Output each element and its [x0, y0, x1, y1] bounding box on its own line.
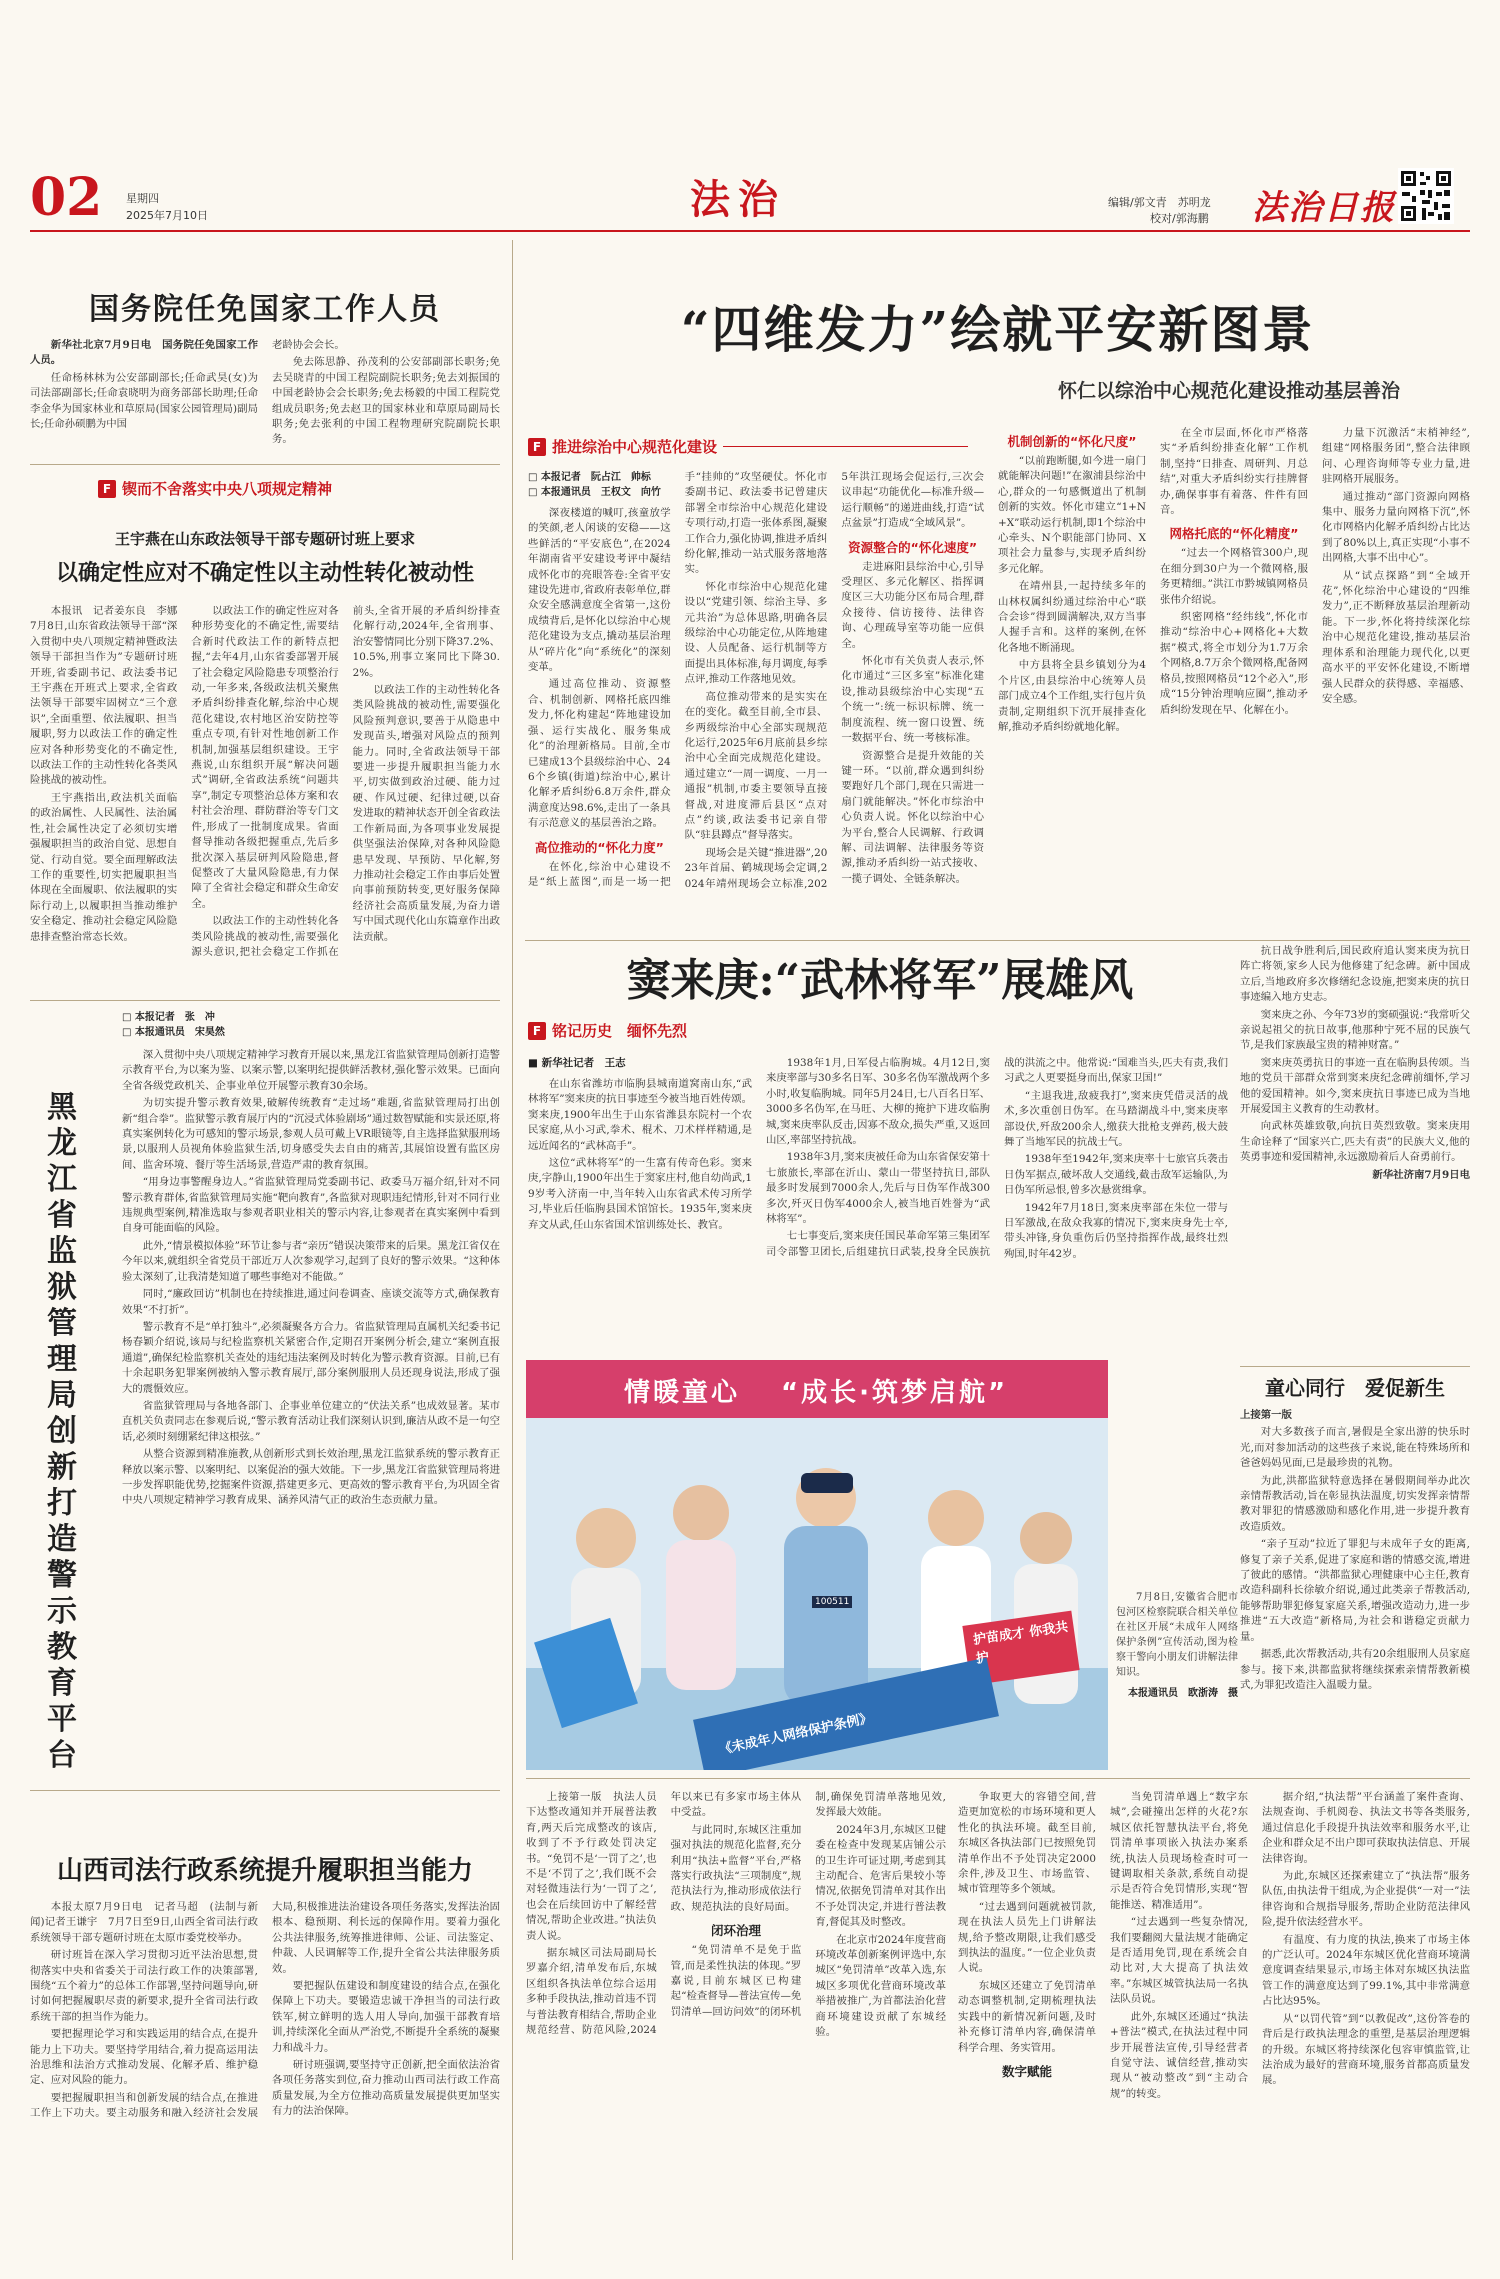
bottom-mid-p: 2024年3月,东城区卫健委在检查中发现某店铺公示的卫生许可证过期,考虑到其主动配合、危害后果较小等情况,依据免罚清单对其作出不予处罚决定,并进行普法教育,督促其及时整改。: [815, 1823, 946, 1929]
tongxin-p: 据悉,此次帮教活动,共有20余组服刑人员家庭参与。接下来,洪都监狱将继续探索亲情帮教新模式,为罪犯改造注入温暖力量。: [1240, 1648, 1470, 1691]
heilongjiang-p: 此外,“情景模拟体验”环节让参与者“亲历”错误决策带来的后果。黑龙江省仅在今年以来,就组织全省党员干部近万人次参观学习,起到了良好的警示效果。“这种体验太深刻了,让我清楚知道了哪些事绝对不能做。”: [122, 1239, 500, 1283]
column-separator: [512, 240, 513, 2260]
bottom-right1-p: 当免罚清单遇上“数字东城”,会碰撞出怎样的火花?东城区依托智慧执法平台,将免罚清单事项嵌入执法办案系统,执法人员现场检查时可一键调取相关条款,系统自动提示是否符合免罚情形,实现“智能推送、精准适用”。: [1110, 1791, 1248, 1911]
heilongjiang-p: 同时,“廉政回访”机制也在持续推进,通过问卷调查、座谈交流等方式,确保教育效果“不打折”。: [122, 1288, 500, 1316]
photo-sign-right: 护苗成才 你我共护: [972, 1619, 1070, 1667]
eight-rules-p1: 本报讯 记者姜东良 李娜 7月8日,山东省政法领导干部“深入贯彻中央八项规定精神暨政法领导干部担当作为”专题研讨班开班,省委副书记、政法委书记王宇燕在开班式上要求,全省政法领导干部要牢固树立“三个意识”,全面重塑、依法履职、担当履职,努力以政法工作的确定性应对各种形势变化的不确定性,以政法工作的主动性转化各类风险挑战的被动性。: [30, 605, 188, 787]
appointment-p3: 免去陈思静、孙茂利的公安部副部长职务;免去吴晓青的中国工程院副院长职务;免去刘振国的中国老龄协会会长职务;免去杨毅的中国工程院党组成员职务;免去赵卫的国家林业和草原局副局长职务;免去张利的中国工程物理研究院副院长职务。: [272, 356, 500, 446]
heilongjiang-byline: □ 本报记者 张 冲 □ 本报通讯员 宋昊然: [122, 1012, 225, 1038]
divider: [30, 1000, 500, 1001]
huairen-p: 怀化市综治中心规范化建设以“党建引领、综治主导、多元共治”为总体思路,明确各层级综治中心功能定位,从阵地建设、人员配备、运行机制等方面提出具体标准,每月调度,每季点评,推动工作落地见效。: [684, 580, 828, 686]
bottom-mid-body: [526, 1790, 946, 2260]
bottom-mid-p: 与此同时,东城区注重加强对执法的规范化监督,充分利用“执法+监督”平台,严格落实行政执法“三项制度”,规范执法行为,推动形成依法行政、规范执法的良好局面。: [670, 1823, 802, 1913]
huairen-subheading: 网格托底的“怀化精度”: [1169, 526, 1299, 542]
proof-line: 校对/郭海鹏: [1150, 212, 1209, 225]
bottom-mid-subheading: 闭环治理: [710, 1923, 761, 1939]
huairen-subhead: 怀仁以综治中心规范化建设推动基层善治: [1057, 380, 1400, 402]
heilongjiang-p: “用身边事警醒身边人。”省监狱管理局党委副书记、政委马万福介绍,针对不同警示教育群体,省监狱管理局实施“靶向教育”,各监狱对现职违纪情形,针对不同行业违规典型案例,精准选取与参观者职业相关的警示内容,让参观者在真实案例中看到自身可能面临的风险。: [122, 1176, 500, 1235]
heilongjiang-p: 深入贯彻中央八项规定精神学习教育开展以来,黑龙江省监狱管理局创新打造警示教育平台,为以案为鉴、以案示警,以案明纪提供鲜活教材,强化警示效果。已面向全省各级党政机关、企事业单位开展警示教育30余场。: [122, 1049, 500, 1092]
divider: [30, 464, 500, 465]
tongxin-title: 童心同行 爱促新生: [1265, 1376, 1445, 1400]
photo-credit: 本报通讯员 欧浙涛 摄: [1128, 1688, 1238, 1699]
shanxi-p: 要把握理论学习和实践运用的结合点,在提升能力上下功夫。要坚持学用结合,着力提高运用法治思维和法治方式推动发展、化解矛盾、维护稳定、应对风险的能力。: [30, 2028, 258, 2087]
dou-headline: 窦来庚:“武林将军”展雄风: [626, 955, 1134, 1006]
dou-p: 抗日战争胜利后,国民政府追认窦来庚为抗日阵亡将领,家乡人民为他修建了纪念碑。新中国成立后,当地政府多次修缮纪念设施,把窦来庚的抗日事迹编入地方史志。: [1240, 945, 1470, 1004]
column-tag-label: 铭记历史 缅怀先烈: [552, 1022, 688, 1040]
photo-sign-bottom: 《未成年人网络保护条例》: [717, 1710, 874, 1758]
bottom-right2-p: 从“以罚代管”到“以教促改”,这份答卷的背后是行政执法理念的重塑,是基层治理逻辑的升级。东城区将持续深化包容审慎监管,让法治成为最好的营商环境,服务首都高质量发展。: [1262, 2012, 1470, 2087]
shanxi-p: 研讨班旨在深入学习贯彻习近平法治思想,贯彻落实中央和省委关于司法行政工作的决策部署,围绕“五个着力”的总体工作部署,坚持问题导向,研讨如何把握履职尽责的新要求,提升全省司法行政系统干部的担当作为能力。: [30, 1949, 258, 2023]
huairen-body-right: [998, 426, 1470, 930]
huairen-p: 在怀化,综治中心建设不是“纸上蓝图”,而是一场一把手“挂帅的”攻坚硬仗。怀化市委副书记、政法委书记曾建庆部署全市综治中心规范化建设专项行动,打造一张体系图,凝聚工作合力,强化协调,推进矛盾纠纷化解,推动一站式服务落地落实。: [528, 471, 828, 888]
huairen-p: “过去一个网格管300户,现在细分到30户为一个微网格,服务更精细。”洪江市黔城镇网格员张伟介绍说。: [1160, 547, 1308, 606]
column-tag-eight-rules: [98, 478, 498, 499]
huairen-byline: □ 本报记者 阮占江 帅标 □ 本报通讯员 王权文 向竹: [528, 472, 661, 498]
bottom-right1-p: “过去遇到问题就被罚款,现在执法人员先上门讲解法规,给予整改期限,让我们感受到执法的温度。”一位企业负责人说。: [958, 1900, 1096, 1975]
shanxi-p: 研讨班强调,要坚持守正创新,把全面依法治省各项任务落实到位,奋力推动山西司法行政工作高质量发展,为全方位推动高质量发展提供更加坚实有力的法治保障。: [272, 2059, 500, 2118]
bottom-right2-body: [1262, 1790, 1470, 2260]
dou-p: 1938年1月,日军侵占临朐城。4月12日,窦来庚率部与30多名日军、30多名伪军激战两个多小时,收复临朐城。同年5月24日,七八百名日军、3000多名伪军,在马旺、大柳的掩护下进攻临朐城,窦来庚率队反击,因寡不敌众,损失严重,又返回山区,率部坚持抗战。: [766, 1057, 990, 1147]
huairen-p: 织密网格“经纬线”,怀化市推动“综治中心+网格化+大数据”模式,将全市划分为1.7万余个网格,8.7万余个微网格,配备网格员,按照网格员“12个必入”,形成“15分钟治理响应圈”,推动矛盾纠纷发现在早、化解在小。: [1160, 611, 1308, 716]
tongxin-p: 为此,洪都监狱特意选择在暑假期间举办此次亲情帮教活动,旨在彰显执法温度,切实发挥亲情帮教对罪犯的情感激励和感化作用,进一步提升教育改造质效。: [1240, 1474, 1470, 1533]
appointment-body: [30, 338, 500, 448]
dou-p: “主退我进,敌疲我打”,窦来庚凭借灵活的战术,多次重创日伪军。在马踏湖战斗中,窦来庚率部设伏,歼敌200余人,缴获大批枪支弹药,极大鼓舞了当地军民的抗战士气。: [1004, 1089, 1228, 1149]
divider: [1240, 1366, 1470, 1367]
masthead-rule: [30, 230, 1470, 232]
huairen-subheading: 机制创新的“怀化尺度”: [1007, 434, 1137, 449]
huairen-headline: “四维发力”绘就平安新图景: [680, 300, 1315, 359]
dou-p: 1942年7月18日,窦来庚率部在朱位一带与日军激战,在敌众我寡的情况下,窦来庚身先士卒,带头冲锋,身负重伤后仍坚持指挥作战,最终壮烈殉国,时年42岁。: [1004, 1201, 1228, 1260]
dou-end: 新华社济南7月9日电: [1372, 1168, 1470, 1181]
eight-rules-p4: 以政法工作的主动性转化各类风险挑战的被动性,需要强化源头意识,把社会稳定工作抓在前头,全省开展的矛盾纠纷排查化解行动,2024年,全省刑事、治安警情同比分别下降37.2%、10.5%,刑事立案同比下降30.2%。: [191, 605, 500, 958]
news-photo: [526, 1360, 1108, 1770]
tongxin-p: 对大多数孩子而言,暑假是全家出游的快乐时光,而对参加活动的这些孩子来说,能在特殊场所和爸爸妈妈见面,已是最珍贵的礼物。: [1240, 1426, 1470, 1470]
shanxi-byline: 本报太原7月9日电 记者马超 (法制与新闻)记者王谦宇 7月7日至9日,山西全省司法行政系统领导干部专题研讨班在太原市委党校举办。: [30, 1901, 258, 1944]
shanxi-body: [30, 1900, 500, 2250]
eight-rules-p3: 以政法工作的确定性应对各种形势变化的不确定性,需要结合新时代政法工作的新特点把握,“去年4月,山东省委部署开展了社会稳定风险隐患专项整治行动,一年多来,各级政法机关聚焦矛盾纠纷排查化解,综治中心规范化建设,农村地区治安防控等重点专项,有针对性地创新工作机制,加强基层组织建设。王宇燕说,山东组织开展“解决问题式”调研,全省政法系统“问题共享”,制定专项整治总体方案和农村社会治理、群防群治等专门文件,形成了一批制度成果。省面督导推动各级把握重点,先后多批次深入基层研判风险隐患,督促整改了大量风险隐患,有力保障了全省社会稳定和群众生命安全。: [191, 605, 339, 910]
dou-byline: ■ 新华社记者 王志: [528, 1057, 626, 1069]
bottom-mid-p: 上接第一版 执法人员下达整改通知并开展普法教育,两天后完成整改的该店,收到了不予行政处罚决定书。“免罚不是‘一罚了之’,也不是‘不罚了之’,我们既不会对轻微违法行为‘一罚了之’,也会在后续回访中了解经营情况,帮助企业改进。”执法负责人说。: [526, 1791, 657, 1942]
divider: [30, 1790, 500, 1791]
eight-rules-body: [30, 604, 500, 990]
huairen-p: 在全市层面,怀化市严格落实“矛盾纠纷排查化解”工作机制,坚持“日排查、周研判、月总结”,对重大矛盾纠纷实行挂牌督办,确保事事有着落、件件有回音。: [1160, 427, 1308, 517]
bottom-right1-subheading: 数字赋能: [1001, 2063, 1052, 2079]
photo-caption-text: 7月8日,安徽省合肥市包河区检察院联合相关单位在社区开展“未成年人网络保护条例”宣传活动,图为检察干警向小朋友们讲解法律知识。: [1116, 1592, 1238, 1678]
qr-code-icon: [1398, 168, 1454, 224]
dou-p: 窦来庚英勇抗日的事迹一直在临朐县传颂。当地的党员干部群众常到窦来庚纪念碑前缅怀,学习他的爱国精神。如今,窦来庚抗日事迹已成为当地开展爱国主义教育的生动教材。: [1240, 1056, 1470, 1116]
bottom-mid-p: 在北京市2024年度营商环境改革创新案例评选中,东城区“免罚清单”改革入选,东城区多项优化营商环境改革举措被推广,为首都法治化营商环境建设贡献了东城经验。: [815, 1933, 946, 2039]
eight-rules-kicker: 王宇燕在山东政法领导干部专题研讨班上要求: [114, 530, 415, 548]
photo-banner-text: 情暖童心 “成长·筑梦启航”: [623, 1378, 1009, 1408]
huairen-p: 力量下沉激活“末梢神经”,组建“网格服务团”,整合法律顾问、心理咨询师等专业力量,进驻网格开展服务。: [1322, 427, 1470, 486]
dou-p: 这位“武林将军”的一生富有传奇色彩。窦来庚,字静山,1900年出生于窦家庄村,他自幼尚武,19岁考入济南一中,当年转入山东省武术传习所学习,毕业后任临朐县国术馆馆长。1935年,窦来庚弃文从武,任山东省国术馆训练处长、教官。: [528, 1157, 752, 1231]
section-title: 法治: [690, 176, 786, 223]
huairen-p: 从“试点探路”到“全域开花”,怀化综治中心建设的“四维发力”,正不断释放基层治理新动能。下一步,怀化将持续深化综治中心规范化建设,推动基层治理体系和治理能力现代化,以更高水平的平安怀化建设,不断增强人民群众的获得感、幸福感、安全感。: [1322, 569, 1470, 705]
huairen-p: 高位推动带来的是实实在在的变化。截至目前,全市县、乡两级综治中心全部实现规范化运行,2025年6月底前县乡综治中心全面完成规范化建设。通过建立“一周一调度、一月一通报”机制,市委主要领导直接督战,对进度滞后县区“点对点”约谈,政法委书记亲自带队“驻县蹲点”督导落实。: [684, 690, 828, 842]
huairen-subheading: 资源整合的“怀化速度”: [848, 539, 978, 555]
heilongjiang-p: 为切实提升警示教育效果,破解传统教育“走过场”难题,省监狱管理局打出创新“组合拳”。监狱警示教育展厅内的“沉浸式体验剧场”通过数智赋能和实景还原,将真实案例转化为可感知的警示场景,参观人员可戴上VR眼镜等,自主选择监狱服刑场景,以服刑人员视角体验监狱生活,切身感受失去自由的痛苦,其展馆设置有监区房间、监舍环境、餐厅等生活场景,营造严肃的教育氛围。: [122, 1097, 500, 1171]
appointment-p2: 老龄协会会长。: [272, 339, 345, 351]
divider: [526, 1778, 1470, 1779]
divider: [525, 940, 1470, 941]
tongxin-p: “亲子互动”拉近了罪犯与未成年子女的距离,修复了亲子关系,促进了家庭和谐的情感交流,增进了彼此的感情。“洪都监狱心理健康中心主任,教育改造科副科长徐敏介绍说,通过此类亲子帮教活动,能够帮助罪犯修复家庭关系,增强改造动力,进一步推进“五大改造”新格局,为社会和谐稳定贡献力量。: [1240, 1538, 1470, 1643]
newspaper-logo: 法治日报: [1252, 188, 1396, 228]
eight-rules-p5: 以政法工作的主动性转化各类风险挑战的被动性,需要强化风险预判意识,要善于从隐患中发现苗头,增强对风险点的预判能力。同时,全省政法领导干部要进一步提升履职担当能力水平,切实做到政治过硬、能力过硬、作风过硬、纪律过硬,以奋发进取的精神状态开创全省政法工作新局面,为各项事业发展提供坚强法治保障,对各种风险隐患早发现、早预防、早化解,努力推动社会稳定工作由事后处置向事前预防转变,更好服务保障经济社会高质量发展,为奋力谱写中国式现代化山东篇章作出政法贡献。: [352, 684, 500, 943]
issue-date: 2025年7月10日: [126, 209, 208, 222]
bottom-right2-p: 有温度、有力度的执法,换来了市场主体的广泛认可。2024年东城区优化营商环境满意度调查结果显示,市场主体对东城区执法监管工作的满意度达到了99.1%,其中非常满意占比达95%。: [1262, 1933, 1470, 2008]
dou-p: 向武林英雄致敬,向抗日英烈致敬。窦来庚用生命诠释了“国家兴亡,匹夫有责”的民族大义,他的英勇事迹和爱国精神,永远激励着后人奋勇前行。: [1240, 1120, 1470, 1164]
editor-line: 编辑/郭文青 苏明龙: [1108, 196, 1211, 209]
appointment-p1: 任命杨林林为公安部副部长;任命武昊(女)为司法部副部长;任命袁晓明为商务部部长助理;任命李金华为国家林业和草原局(国家公园管理局)副局长;任命孙硕鹏为中国: [30, 371, 258, 431]
column-tag-rule: [723, 446, 968, 447]
column-tag-dou: [528, 1020, 768, 1041]
dou-body-side: [1240, 944, 1470, 1364]
huairen-p: 资源整合是提升效能的关键一环。“以前,群众遇到纠纷要跑好几个部门,现在只需进一扇门就能解决。”怀化市综治中心负责人说。怀化以综治中心为平台,整合人民调解、行政调解、司法调解、法律服务等资源,推动矛盾纠纷一站式接收、一揽子调处、全链条解决。: [841, 749, 984, 885]
dou-p: 七七事变后,窦来庚任国民革命军第三集团军司令部警卫团长,后组建抗日武装,投身全民族抗战的洪流之中。他常说:“国难当头,匹夫有责,我们习武之人更要挺身而出,保家卫国!”: [766, 1057, 1228, 1258]
shanxi-p: 要把握队伍建设和制度建设的结合点,在强化保障上下功夫。要锻造忠诚干净担当的司法行政铁军,树立鲜明的选人用人导向,加强干部教育培训,持续深化全面从严治党,不断提升全系统的凝聚力和战斗力。: [272, 1980, 500, 2054]
dou-p: 窦来庚之孙、今年73岁的窦硕强说:“我常听父亲说起祖父的抗日故事,他那种宁死不屈的民族气节,是我们家族最宝贵的精神财富。”: [1240, 1008, 1470, 1052]
column-tag-label: 锲而不舍落实中央八项规定精神: [122, 480, 333, 498]
huairen-p: 现场会是关键“推进器”,2023年首届、鹤城现场会定调,2024年靖州现场会立标准,2025年洪江现场会促运行,三次会议串起“功能优化—标准升级—运行顺畅”的递进曲线,打造“试点盆景”打造成“全域风景”。: [684, 471, 984, 890]
column-tag-label: 推进综治中心规范化建设: [552, 438, 718, 456]
bottom-right1-body: [958, 1790, 1248, 2260]
column-tag-icon: F: [528, 438, 546, 456]
tongxin-body: [1240, 1408, 1470, 1782]
dou-body-main: [528, 1056, 1228, 1356]
huairen-p: 通过推动“部门资源向网格集中、服务力量向网格下沉”,怀化市网格内化解矛盾纠纷占比达到了80%以上,真正实现“小事不出网格,大事不出中心”。: [1322, 490, 1470, 565]
appointment-headline: 国务院任免国家工作人员: [89, 292, 441, 327]
huairen-p: 深夜楼道的喊叮,孩童放学的笑颜,老人闲谈的安稳——这些鲜活的“平安底色”,在2024年湖南省平安建设考评中凝结成怀化市的亮眼答卷:全省平安建设先进市,省政府表彰单位,群众安全感满意度全省第一,这份成绩背后,是怀化以综治中心规范化建设为支点,撬动基层治理从“碎片化”向“系统化”的深刻变革。: [528, 507, 671, 674]
bottom-right1-p: 争取更大的容错空间,营造更加宽松的市场环境和更人性化的执法环境。截至目前,东城区各执法部门已按照免罚清单作出不予处罚决定2000余件,涉及卫生、市场监管、城市管理等多个领域。: [958, 1791, 1096, 1896]
huairen-p: 在靖州县,一起持续多年的山林权属纠纷通过综治中心“联合会诊”得到圆满解决,双方当事人握手言和。这样的案例,在怀化各地不断涌现。: [998, 580, 1146, 654]
huairen-p: “以前跑断腿,如今进一扇门就能解决问题!”在溆浦县综治中心,群众的一句感慨道出了机制创新的实效。怀化市建立“1+N+X”联动运行机制,即1个综治中心牵头、N个职能部门协同、X项社会力量参与,实现矛盾纠纷多元化解。: [998, 455, 1146, 575]
bottom-right1-p: “过去遇到一些复杂情况,我们要翻阅大量法规才能确定是否适用免罚,现在系统会自动比对,大大提高了执法效率。”东城区城管执法局一名执法队员说。: [1110, 1916, 1248, 2006]
huairen-p: 怀化市有关负责人表示,怀化市通过“三区多室”标准化建设,推动县级综治中心实现“五个统一”:统一标识标牌、统一制度流程、统一窗口设置、统一数据平台、统一考核标准。: [841, 655, 984, 745]
photo-badge: 100511: [812, 1596, 852, 1608]
column-tag-huairen: [528, 436, 968, 457]
dou-p: 1938年3月,窦来庚被任命为山东省保安第十七旅旅长,率部在沂山、蒙山一带坚持抗日,部队最多时发展到7000余人,先后与日伪军作战300多次,歼灭日伪军4000余人,被当地百姓誉为“武林将军”。: [766, 1151, 990, 1226]
shanxi-headline: 山西司法行政系统提升履职担当能力: [56, 1856, 473, 1886]
bottom-right1-p: 东城区还建立了免罚清单动态调整机制,定期梳理执法实践中的新情况新问题,及时补充修订清单内容,确保清单科学合理、务实管用。: [958, 1979, 1096, 2054]
huairen-subheading: 高位推动的“怀化力度”: [534, 839, 664, 855]
bottom-right1-p: 此外,东城区还通过“执法+普法”模式,在执法过程中同步开展普法宣传,引导经营者自觉守法、诚信经营,推动实现从“被动整改”到“主动合规”的转变。: [1110, 2010, 1248, 2100]
column-tag-icon: F: [98, 480, 116, 498]
heilongjiang-headline: 黑龙江省监狱管理局创新打造警示教育平台: [47, 1090, 77, 1773]
heilongjiang-body: [122, 1048, 500, 1778]
bottom-right2-p: 为此,东城区还探索建立了“执法帮”服务队伍,由执法骨干组成,为企业提供“一对一”法律咨询和合规指导服务,帮助企业防范法律风险,提升依法经营水平。: [1262, 1870, 1470, 1929]
huairen-p: 走进麻阳县综治中心,引导受理区、多元化解区、指挥调度区三大功能分区布局合理,群众接待、信访接待、法律咨询、心理疏导室等功能一应俱全。: [841, 560, 984, 650]
photo-caption: [1116, 1590, 1238, 1699]
bottom-right2-p: 据介绍,“执法帮”平台涵盖了案件查询、法规查询、手机阅卷、执法文书等各类服务,通过信息化手段提升执法效率和服务水平,让企业和群众足不出户即可获取执法信息、开展法律咨询。: [1262, 1791, 1470, 1865]
page-number: 02: [30, 167, 103, 228]
heilongjiang-p: 警示教育不是“单打独斗”,必须凝聚各方合力。省监狱管理局直属机关纪委书记杨春颖介绍说,该局与纪检监察机关紧密合作,定期召开案例分析会,建立“案例直报通道”,确保纪检监察机关查处的违纪违法案例及时转化为警示教育资源。目前,已有十余起职务犯罪案例被纳入警示教育展厅,部分案例服刑人员还现身说法,形成了强大的震慑效应。: [122, 1320, 500, 1395]
tongxin-jump: 上接第一版: [1240, 1409, 1292, 1421]
eight-rules-headline: 以确定性应对不确定性以主动性转化被动性: [55, 560, 474, 586]
column-tag-icon: F: [528, 1022, 546, 1040]
shanxi-p: 要把握履职担当和创新发展的结合点,在推进工作上下功夫。要主动服务和融入经济社会发展大局,积极推进法治建设各项任务落实,发挥法治固根本、稳预期、利长远的保障作用。要着力强化公共法律服务,统筹推进律师、公证、司法鉴定、仲裁、人民调解等工作,提升全省公共法律服务质效。: [30, 1901, 500, 2120]
heilongjiang-p: 省监狱管理局与各地各部门、企事业单位建立的“伏法关系”也成效显著。某市直机关负责同志在参观后说,“警示教育活动让我们深刻认识到,廉洁从政不是一句空话,必须时刻绷紧纪律这根弦。”: [122, 1399, 500, 1443]
huairen-p: 通过高位推动、资源整合、机制创新、网格托底四维发力,怀化构建起“阵地建设加强、运行实战化、服务集成化”的治理新格局。目前,全市已建成13个县级综治中心、246个乡镇(街道)综治中心,累计化解矛盾纠纷6.8万余件,群众满意度达98.6%,走出了一条具有示范意义的基层善治之路。: [528, 678, 671, 830]
huairen-body-left: [528, 470, 984, 930]
heilongjiang-p: 从整合资源到精准施教,从创新形式到长效治理,黑龙江监狱系统的警示教育正释放以案示警、以案明纪、以案促治的强大效能。下一步,黑龙江省监狱管理局将进一步发挥职能优势,挖掘案件资源,搭建更多元、更高效的警示教育平台,为巩固全省中央八项规定精神学习教育成果、涵养风清气正的政治生态贡献力量。: [122, 1448, 500, 1507]
dou-p: 1938年至1942年,窦来庚率十七旅官兵袭击日伪军据点,破坏敌人交通线,截击敌军运输队,为日伪军所忌恨,曾多次悬赏缉拿。: [1004, 1153, 1228, 1197]
appointment-lead: 新华社北京7月9日电 国务院任免国家工作人员。: [30, 339, 258, 367]
huairen-p: 中方县将全县乡镇划分为4个片区,由县综治中心统筹人员部门成立4个工作组,实行包片负责制,定期组织下沉开展排查化解,推动矛盾纠纷就地化解。: [998, 659, 1146, 733]
weekday: 星期四: [126, 192, 159, 205]
eight-rules-p2: 王宇燕指出,政法机关面临的政治属性、人民属性、法治属性,社会属性决定了必须切实增强履职担当的政治自觉、思想自觉、行动自觉。要全面理解政法工作的重要性,切实把履职担当体现在全面履职、依法履职的实际行动上,以履职担当推动维护安全稳定、推动社会稳定风险隐患排查整治常态长效。: [30, 791, 178, 943]
dou-p: 在山东省潍坊市临朐县城南道窝南山东,“武林将军”窦来庚的抗日事迹至今被当地百姓传颂。窦来庚,1900年出生于山东省潍县东院村一个农民家庭,从小习武,拳术、棍术、刀术样样精通,是远近闻名的“武林高手”。: [528, 1078, 752, 1152]
bottom-mid-p: “免罚清单不是免于监管,而是柔性执法的体现。”罗嘉说,目前东城区已构建起“检查督导—普法宣传—免罚清单—回访问效”的闭环机制,确保免罚清单落地见效,发挥最大效能。: [670, 1791, 946, 2018]
bottom-mid-p: 据东城区司法局副局长罗嘉介绍,清单发布后,东城区组织各执法单位综合运用多种手段执法,推动首违不罚与普法教育相结合,帮助企业规范经营、防范风险,2024年以来已有多家市场主体从中受益。: [526, 1791, 802, 2037]
